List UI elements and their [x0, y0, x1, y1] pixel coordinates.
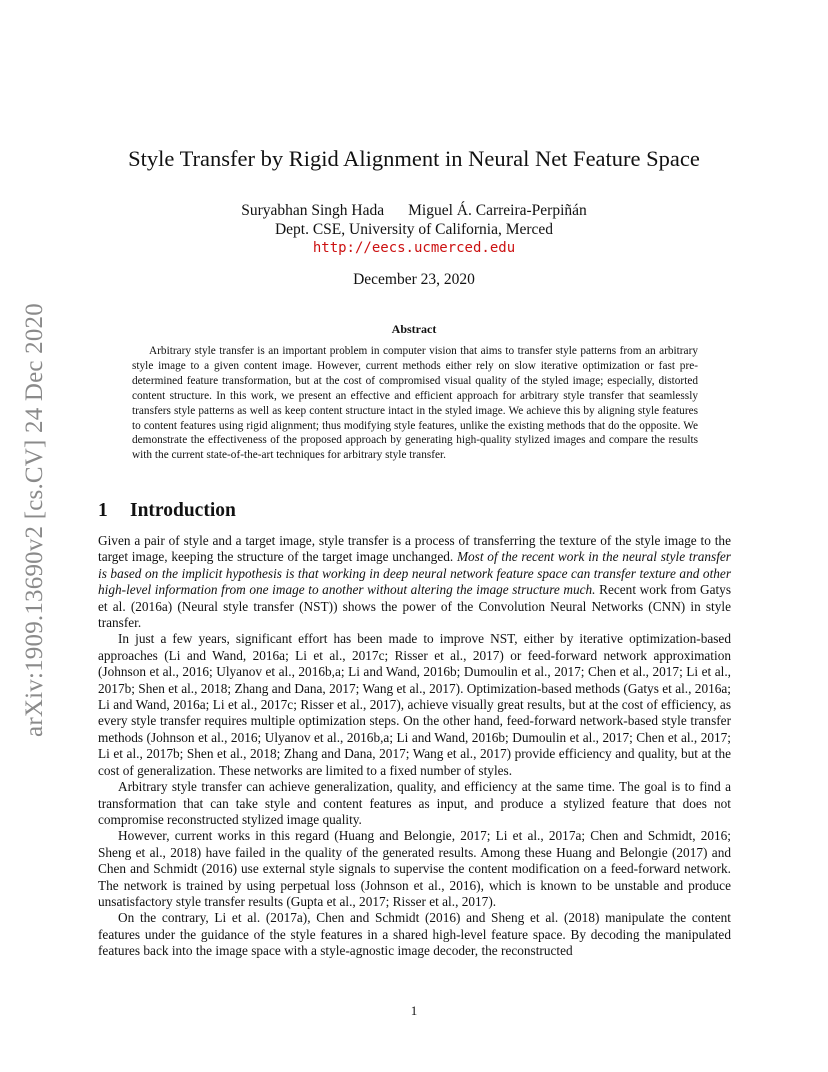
- paragraph-emphasis: Most of the recent work in the neural style transfer is based on the implicit hypothesis is that working in deep neural network feature space can transfer texture and other high-level information from one image to another without altering the image structure much.: [98, 549, 731, 598]
- section-number: 1: [98, 500, 108, 521]
- paragraph: [98, 533, 731, 631]
- paragraph: In just a few years, significant effort has been made to improve NST, either by iterative optimization-based approaches (Li and Wand, 2016a; Li et al., 2017c; Risser et al., 2017) or feed-forward network approximation (Johnson et al., 2016; Ulyanov et al., 2016b,a; Li and Wand, 2016b; Dumoulin et al., 2017; Chen et al., 2017; Li et al., 2017b; Shen et al., 2018; Zhang and Dana, 2017; Wang et al., 2017). Optimization-based methods (Gatys et al., 2016a; Li and Wand, 2016a; Li et al., 2017c; Risser et al., 2017), achieve visually great results, but at the cost of efficiency, as every style transfer requires multiple optimization steps. On the other hand, feed-forward network-based style transfer methods (Johnson et al., 2016; Ulyanov et al., 2016b,a; Li and Wand, 2016b; Dumoulin et al., 2017; Chen et al., 2017; Li et al., 2017b; Shen et al., 2018; Zhang and Dana, 2017; Wang et al., 2017) provide efficiency and quality, but at the cost of generalization. These networks are limited to a fixed number of styles.: [98, 631, 731, 778]
- author-list: [0, 202, 828, 220]
- affiliation: Dept. CSE, University of California, Merced: [274, 221, 554, 238]
- affiliation-url-link[interactable]: http://eecs.ucmerced.edu: [312, 240, 516, 256]
- arxiv-id-text: arXiv:1909.13690v2 [cs.CV] 24 Dec 2020: [21, 303, 48, 737]
- author-name: Miguel Á. Carreira-Perpiñán: [408, 202, 587, 219]
- paper-title: Style Transfer by Rigid Alignment in Neural Net Feature Space: [128, 146, 700, 171]
- paragraph: On the contrary, Li et al. (2017a), Chen and Schmidt (2016) and Sheng et al. (2018) manipulate the content features under the guidance of the style features in a shared high-level feature space. By decoding the manipulated features back into the image space with a style-agnostic image decoder, the reconstructed: [98, 910, 731, 959]
- abstract-text: Arbitrary style transfer is an important problem in computer vision that aims to transfer style patterns from an arbitrary style image to a given content image. However, current methods either rely on slow iterative optimization or fast pre-determined feature transformation, but at the cost of compromised visual quality of the styled image; especially, distorted content structure. In this work, we present an effective and efficient approach for arbitrary style transfer that seamlessly transfers style patterns as well as keep content structure intact in the styled image. We achieve this by aligning style features to content features using rigid alignment; thus modifying style features, unlike the existing methods that do the opposite. We demonstrate the effectiveness of the proposed approach by generating high-quality stylized images and compare the results with the current state-of-the-art techniques for arbitrary style transfer.: [132, 345, 698, 462]
- author-name: Suryabhan Singh Hada: [241, 202, 385, 219]
- section-title: Introduction: [130, 500, 236, 521]
- paragraph-text: Given a pair of style and a target image, style transfer is a process of transferring the texture of the style image to the target image, keeping the structure of the target image unchanged.: [98, 533, 731, 565]
- paragraph: Arbitrary style transfer can achieve generalization, quality, and efficiency at the same time. The goal is to find a transformation that can take style and content features as input, and produce a stylized feature that does not compromise reconstructed stylized image quality.: [98, 779, 731, 827]
- paragraph-text: Recent work from Gatys et al. (2016a) (Neural style transfer (NST)) shows the power of the Convolution Neural Networks (CNN) in style transfer.: [98, 582, 731, 631]
- section-heading: [98, 500, 236, 522]
- page-number: 1: [410, 1003, 418, 1018]
- section-body: [98, 533, 731, 960]
- publication-date: December 23, 2020: [353, 271, 475, 288]
- abstract-heading: Abstract: [391, 322, 437, 336]
- paragraph: However, current works in this regard (Huang and Belongie, 2017; Li et al., 2017a; Chen and Schmidt, 2016; Sheng et al., 2018) have failed in the quality of the generated results. Among these Huang and Belongie (2017) and Chen and Schmidt (2016) use external style signals to supervise the content modification on a feed-forward network. The network is trained by using perpetual loss (Johnson et al., 2016), which is known to be unstable and produce unsatisfactory style transfer results (Gupta et al., 2017; Risser et al., 2017).: [98, 828, 731, 909]
- arxiv-identifier: [20, 285, 50, 755]
